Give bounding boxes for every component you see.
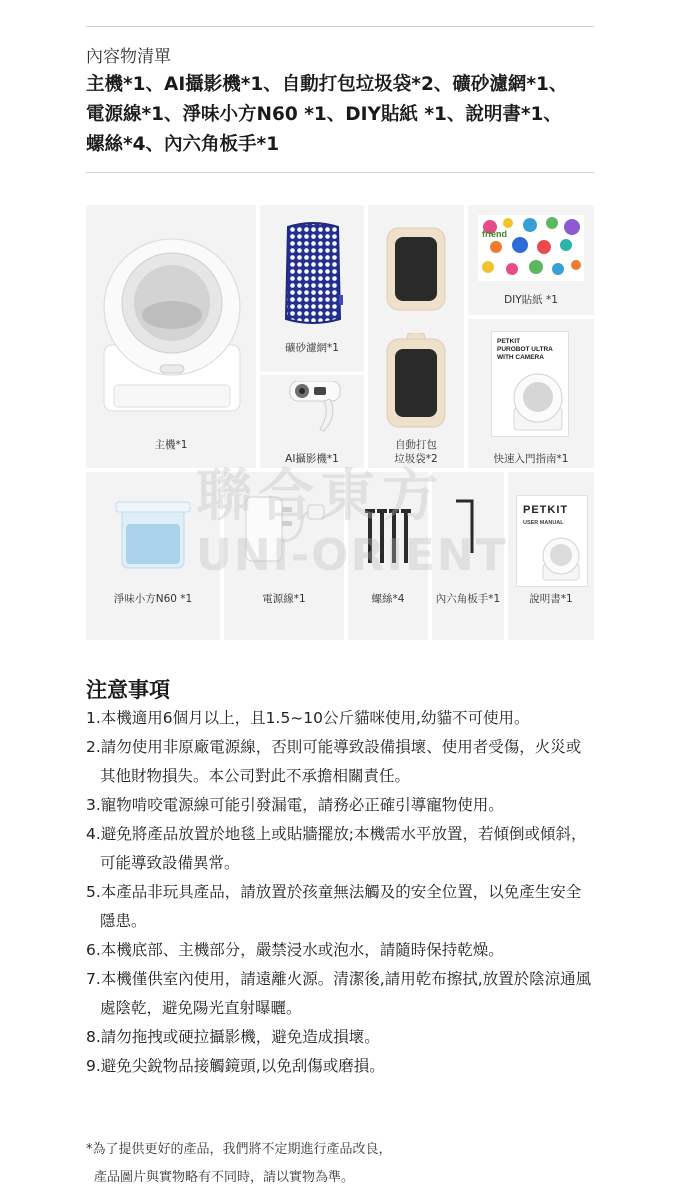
- caption-main-unit: 主機*1: [154, 439, 188, 451]
- contents-line: 電源線*1、淨味小方N60 *1、DIY貼紙 *1、說明書*1、: [86, 104, 562, 125]
- caption-power: 電源線*1: [262, 593, 306, 605]
- note-item: 7.本機僅供室內使用，請遠離火源。清潔後,請用乾布擦拭,放置於陰涼通風處陰乾，避免陽光直射曝曬。: [86, 970, 592, 1017]
- note-item: 6.本機底部、主機部分，嚴禁浸水或泡水，請隨時保持乾燥。: [86, 941, 504, 959]
- top-divider: [86, 26, 594, 27]
- caption-bags: 自動打包 垃圾袋*2: [394, 439, 438, 465]
- caption-manual: 說明書*1: [529, 593, 573, 605]
- caption-hex-key: 內六角板手*1: [435, 593, 501, 605]
- caption-camera: AI攝影機*1: [285, 453, 339, 465]
- contents-line: 螺絲*4、內六角板手*1: [86, 134, 280, 155]
- manual-brand: PETKIT: [523, 504, 569, 516]
- ai-camera-image: [286, 381, 344, 439]
- filter-mesh-image: [282, 219, 344, 329]
- contents-list: [86, 70, 596, 160]
- footer-line: *為了提供更好的產品，我們將不定期進行產品改良，: [86, 1142, 392, 1157]
- quick-guide-product: PUROBOT ULTRA: [497, 346, 553, 353]
- notes-title: 注意事項: [86, 678, 170, 702]
- caption-n60: 淨味小方N60 *1: [113, 593, 193, 605]
- quick-guide-brand: PETKIT: [497, 338, 521, 345]
- caption-sticker: DIY貼紙 *1: [504, 294, 558, 306]
- note-item: 4.避免將產品放置於地毯上或貼牆擺放;本機需水平放置，若傾倒或傾斜，可能導致設備異常。: [86, 825, 587, 872]
- sticker-sheet-image: [478, 215, 584, 281]
- n60-deodorizer-image: [114, 498, 192, 570]
- sticker-word: friend: [482, 229, 508, 239]
- quick-guide-product-image: [510, 372, 566, 432]
- garbage-bag-image-2: [386, 333, 446, 429]
- note-item: 2.請勿使用非原廠電源線，否則可能導致設備損壞、使用者受傷，火災或其他財物損失。本公司對此不承擔相關責任。: [86, 738, 582, 785]
- notes-list: [86, 704, 596, 1081]
- manual-product-image: [541, 536, 581, 582]
- litter-box-image: [98, 235, 246, 415]
- note-item: 1.本機適用6個月以上，且1.5~10公斤貓咪使用,幼貓不可使用。: [86, 709, 530, 727]
- garbage-bag-image-1: [386, 227, 446, 311]
- contents-line: 主機*1、AI攝影機*1、自動打包垃圾袋*2、礦砂濾網*1、: [86, 74, 568, 95]
- contents-divider: [86, 172, 594, 173]
- caption-screws: 螺絲*4: [371, 593, 405, 605]
- footer-line: 產品圖片與實物略有不同時，請以實物為準。: [94, 1170, 355, 1185]
- quick-guide-subtitle: WITH CAMERA: [497, 354, 544, 361]
- note-item: 8.請勿拖拽或硬拉攝影機，避免造成損壞。: [86, 1028, 380, 1046]
- footer-disclaimer: [86, 1136, 586, 1192]
- manual-title: USER MANUAL: [523, 520, 564, 526]
- note-item: 9.避免尖銳物品接觸鏡頭,以免刮傷或磨損。: [86, 1057, 385, 1075]
- note-item: 3.寵物啃咬電源線可能引發漏電，請務必正確引導寵物使用。: [86, 796, 504, 814]
- watermark-english: UNI-ORIENT: [196, 530, 508, 581]
- contents-title: 內容物清單: [86, 47, 171, 67]
- note-item: 5.本產品非玩具產品，請放置於孩童無法觸及的安全位置，以免產生安全隱患。: [86, 883, 582, 930]
- watermark-chinese: 聯合東方: [196, 464, 444, 529]
- caption-filter: 礦砂濾網*1: [285, 342, 339, 354]
- caption-quick-guide: 快速入門指南*1: [493, 453, 569, 465]
- user-manual-image: [516, 495, 588, 587]
- quick-guide-image: [491, 331, 569, 437]
